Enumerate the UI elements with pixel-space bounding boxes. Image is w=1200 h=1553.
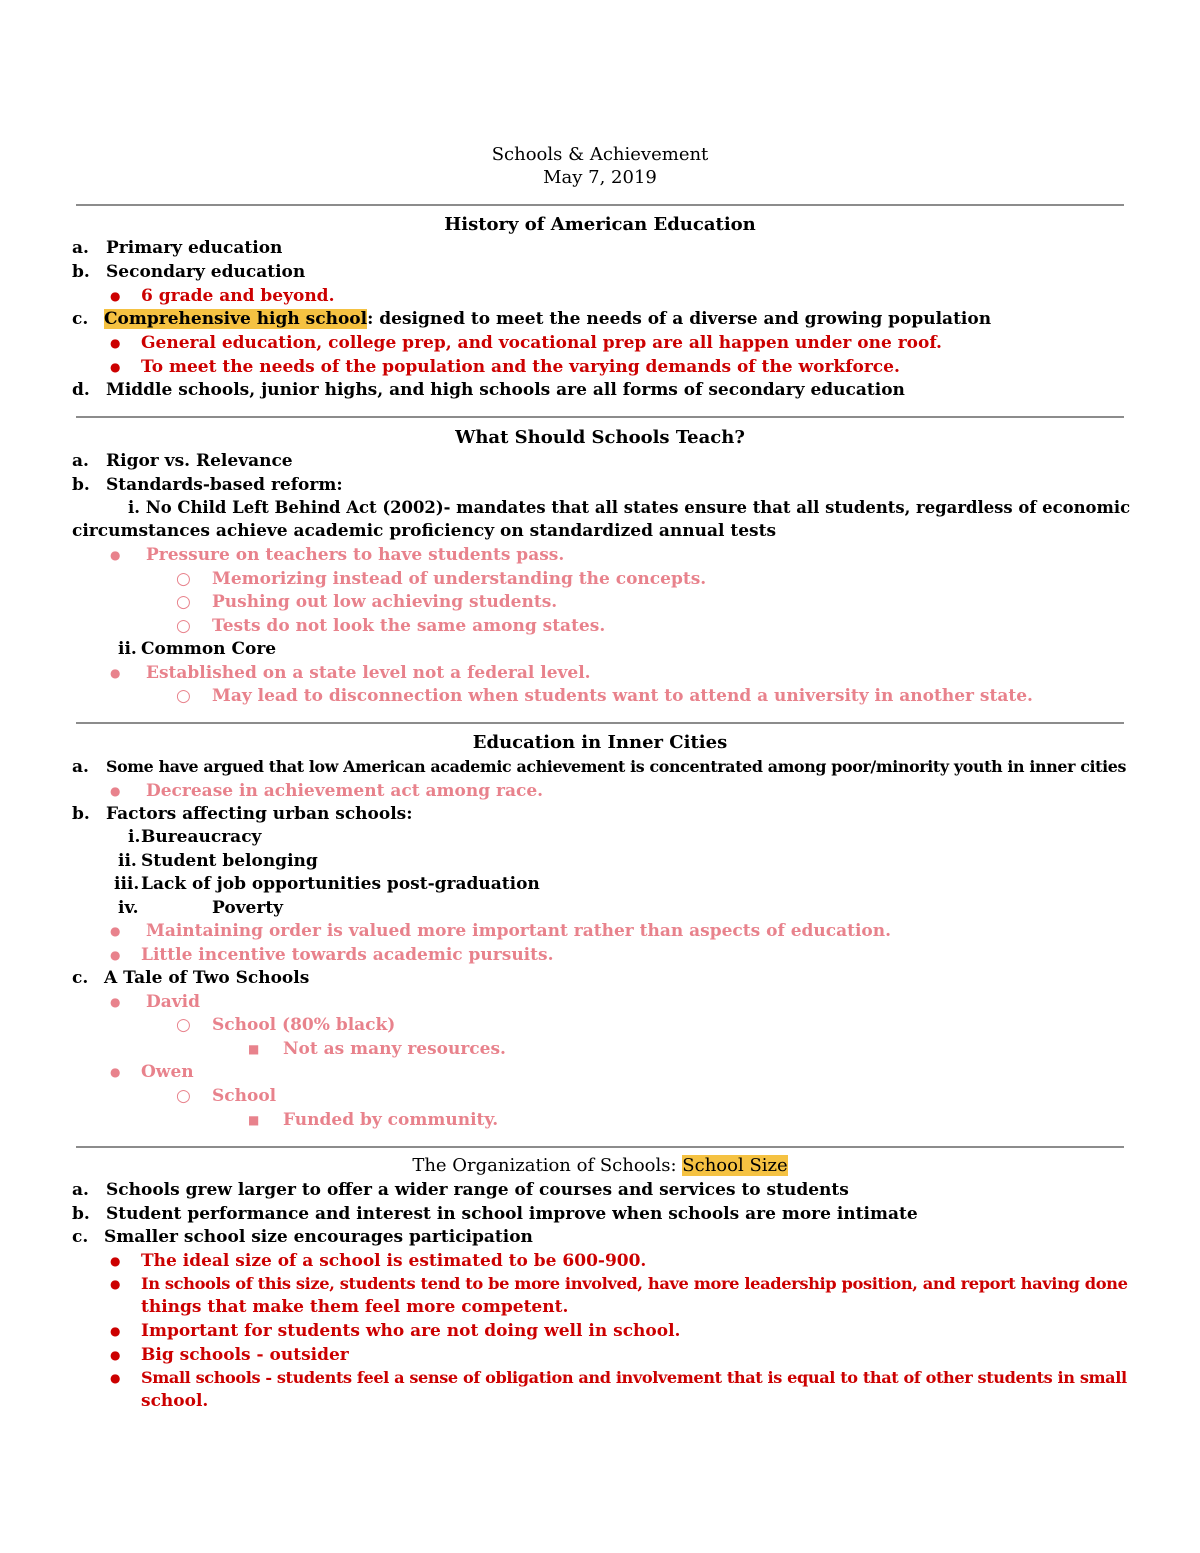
circle-bullet-icon: ○ xyxy=(176,592,191,612)
list-marker: iii. xyxy=(114,874,140,894)
bullet-icon: ● xyxy=(110,1371,121,1385)
list-item-text: : designed to meet the needs of a diverse and growing population xyxy=(367,309,992,329)
list-item: Rigor vs. Relevance xyxy=(106,451,293,471)
list-marker: b. xyxy=(72,1204,90,1224)
sub-bullet-item: School (80% black) xyxy=(212,1015,396,1035)
bullet-icon: ● xyxy=(110,1254,121,1268)
sub-item-text: circumstances achieve academic proficiency on standardized annual tests xyxy=(72,521,777,541)
list-item: Some have argued that low American academic achievement is concentrated among poor/minority youth in inner cities xyxy=(106,757,1127,776)
section-divider xyxy=(76,722,1124,724)
document-title: Schools & Achievement xyxy=(491,144,709,165)
bullet-item: David xyxy=(146,992,200,1012)
bullet-icon: ● xyxy=(110,360,121,374)
bullet-icon: ● xyxy=(110,924,121,938)
bullet-item: In schools of this size, students tend to be more involved, have more leadership position, and report having done xyxy=(141,1274,1128,1293)
list-marker: iv. xyxy=(118,898,139,918)
section-heading-inner-cities: Education in Inner Cities xyxy=(472,732,728,753)
bullet-item: Important for students who are not doing well in school. xyxy=(141,1321,681,1341)
list-marker: c. xyxy=(72,968,89,988)
list-item: Smaller school size encourages participation xyxy=(104,1227,533,1247)
square-bullet-icon: ■ xyxy=(248,1042,260,1056)
sub-bullet-item: Pushing out low achieving students. xyxy=(212,592,558,612)
section-heading-school-size xyxy=(0,1155,1200,1176)
sub-bullet-item: May lead to disconnection when students want to attend a university in another state. xyxy=(212,686,1033,706)
document-date: May 7, 2019 xyxy=(543,167,657,188)
bullet-icon: ● xyxy=(110,948,121,962)
bullet-item: General education, college prep, and vocational prep are all happen under one roof. xyxy=(141,333,942,353)
bullet-icon: ● xyxy=(110,548,121,562)
bullet-icon: ● xyxy=(110,289,121,303)
bullet-icon: ● xyxy=(110,336,121,350)
circle-bullet-icon: ○ xyxy=(176,1015,191,1035)
list-marker: b. xyxy=(72,804,90,824)
sub-item-text: i. No Child Left Behind Act (2002)- mandates that all states ensure that all students, regardless of economic xyxy=(128,498,1131,517)
circle-bullet-icon: ○ xyxy=(176,616,191,636)
list-marker: a. xyxy=(72,238,89,258)
bullet-item: 6 grade and beyond. xyxy=(141,286,335,306)
circle-bullet-icon: ○ xyxy=(176,569,191,589)
sub-item-text: Bureaucracy xyxy=(141,827,262,847)
list-marker: b. xyxy=(72,262,90,282)
list-marker: a. xyxy=(72,1180,89,1200)
sub-bullet-item: School xyxy=(212,1086,277,1106)
list-marker: a. xyxy=(72,451,89,471)
sub-item-text: Common Core xyxy=(141,639,277,659)
bullet-item: To meet the needs of the population and the varying demands of the workforce. xyxy=(141,357,900,377)
bullet-item: Big schools - outsider xyxy=(141,1345,349,1365)
bullet-icon: ● xyxy=(110,1065,121,1079)
list-item: Student performance and interest in school improve when schools are more intimate xyxy=(106,1204,918,1224)
bullet-item: Decrease in achievement act among race. xyxy=(146,781,544,801)
list-item: Middle schools, junior highs, and high schools are all forms of secondary education xyxy=(106,380,905,400)
bullet-item: Established on a state level not a federal level. xyxy=(146,663,591,683)
section-divider xyxy=(76,1146,1124,1148)
bullet-icon: ● xyxy=(110,995,121,1009)
list-marker: ii. xyxy=(118,639,137,659)
bullet-item: Small schools - students feel a sense of obligation and involvement that is equal to that of other students in small xyxy=(141,1368,1127,1387)
list-marker: c. xyxy=(72,1227,89,1247)
list-marker: i. xyxy=(128,827,141,847)
bullet-icon: ● xyxy=(110,784,121,798)
list-item: Primary education xyxy=(106,238,283,258)
section-heading-history: History of American Education xyxy=(444,214,756,235)
sub-item-text: Student belonging xyxy=(141,851,318,871)
list-marker: ii. xyxy=(118,851,137,871)
list-marker: a. xyxy=(72,757,89,777)
list-marker: c. xyxy=(72,309,89,329)
list-item: Factors affecting urban schools: xyxy=(106,804,413,824)
sub-item-text: Lack of job opportunities post-graduation xyxy=(141,874,540,894)
bullet-item-continued: school. xyxy=(141,1391,209,1411)
bullet-icon: ● xyxy=(110,666,121,680)
list-marker: d. xyxy=(72,380,90,400)
list-item: Secondary education xyxy=(106,262,306,282)
list-item xyxy=(104,308,991,330)
sub-bullet-item: Memorizing instead of understanding the concepts. xyxy=(212,569,707,589)
section-divider xyxy=(76,416,1124,418)
bullet-item-continued: things that make them feel more competent. xyxy=(141,1297,569,1317)
circle-bullet-icon: ○ xyxy=(176,1086,191,1106)
section-divider xyxy=(76,204,1124,206)
bullet-item: The ideal size of a school is estimated to be 600-900. xyxy=(141,1251,647,1271)
square-bullet-icon: ■ xyxy=(248,1113,260,1127)
bullet-icon: ● xyxy=(110,1348,121,1362)
circle-bullet-icon: ○ xyxy=(176,686,191,706)
list-item: Standards-based reform: xyxy=(106,475,343,495)
bullet-icon: ● xyxy=(110,1324,121,1338)
sub-sub-bullet-item: Funded by community. xyxy=(283,1110,499,1130)
section-heading-what-should-schools-teach: What Should Schools Teach? xyxy=(455,427,745,448)
highlighted-term: Comprehensive high school xyxy=(104,309,368,329)
bullet-item: Maintaining order is valued more important rather than aspects of education. xyxy=(146,921,892,941)
heading-text: The Organization of Schools: xyxy=(412,1155,683,1176)
bullet-item: Pressure on teachers to have students pass. xyxy=(146,545,565,565)
highlighted-term: School Size xyxy=(682,1155,788,1176)
sub-bullet-item: Tests do not look the same among states. xyxy=(212,616,606,636)
bullet-icon: ● xyxy=(110,1277,121,1291)
bullet-item: Little incentive towards academic pursuits. xyxy=(141,945,554,965)
sub-item-text: Poverty xyxy=(212,898,284,918)
sub-sub-bullet-item: Not as many resources. xyxy=(283,1039,506,1059)
bullet-item: Owen xyxy=(141,1062,194,1082)
list-marker: b. xyxy=(72,475,90,495)
list-item: Schools grew larger to offer a wider range of courses and services to students xyxy=(106,1180,849,1200)
list-item: A Tale of Two Schools xyxy=(104,968,310,988)
